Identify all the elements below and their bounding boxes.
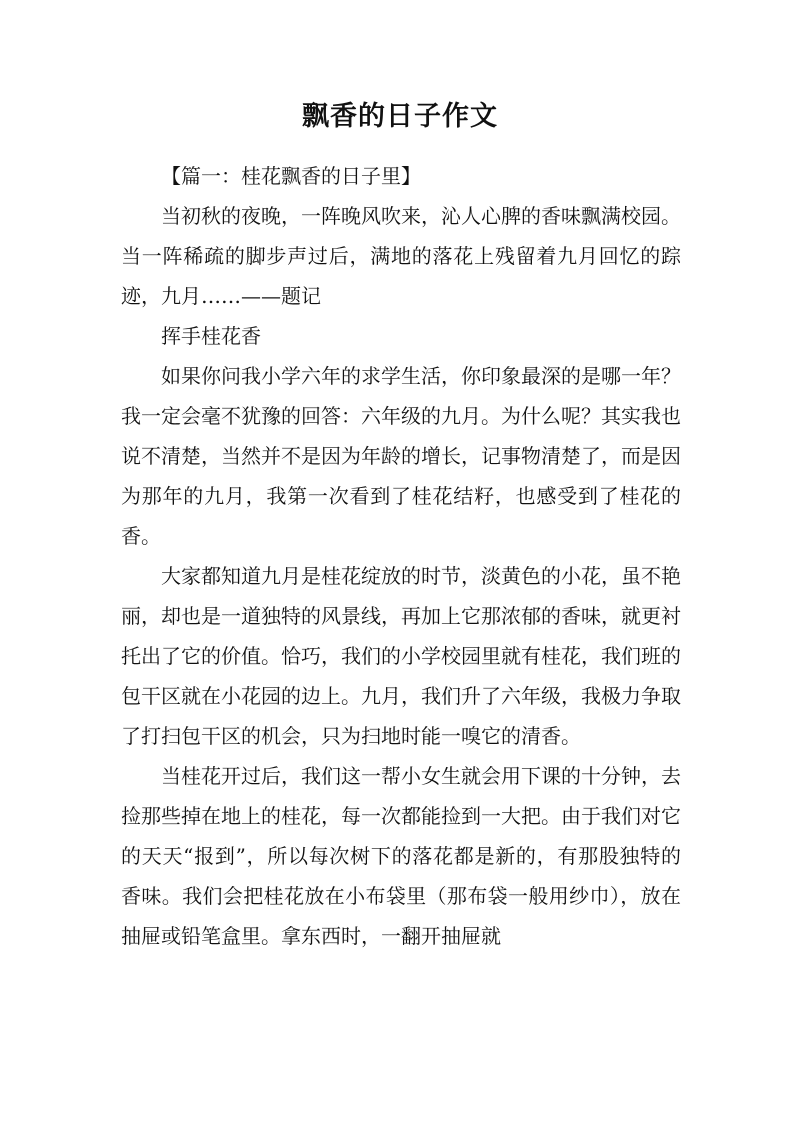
paragraph-1: 如果你问我小学六年的求学生活，你印象最深的是哪一年？我一定会毫不犹豫的回答：六年级的九月。为什么呢？其实我也说不清楚，当然并不是因为年龄的增长，记事物清楚了，而是因为那年的九月，我第一次看到了桂花结籽，也感受到了桂花的香。: [121, 364, 681, 548]
paragraph-2: 大家都知道九月是桂花绽放的时节，淡黄色的小花，虽不艳丽，却也是一道独特的风景线，再加上它那浓郁的香味，就更衬托出了它的价值。恰巧，我们的小学校园里就有桂花，我们班的包干区就在小花园的边上。九月，我们升了六年级，我极力争取了打扫包干区的机会，只为扫地时能一嗅它的清香。: [121, 564, 681, 748]
paragraph-subtitle: 挥手桂花香: [161, 324, 261, 348]
document-title: 飘香的日子作文: [302, 101, 498, 132]
paragraph-3: 当桂花开过后，我们这一帮小女生就会用下课的十分钟，去捡那些掉在地上的桂花，每一次都能捡到一大把。由于我们对它的天天“报到”，所以每次树下的落花都是新的，有那股独特的香味。我们会把桂花放在小布袋里（那布袋一般用纱巾），放在抽屉或铅笔盒里。拿东西时，一翻开抽屉就: [121, 764, 681, 948]
paragraph-epigraph: 当初秋的夜晚，一阵晚风吹来，沁人心脾的香味飘满校园。当一阵稀疏的脚步声过后，满地的落花上残留着九月回忆的踪迹，九月……——题记: [121, 204, 681, 308]
document-body: [121, 156, 681, 956]
section-heading: 【篇一：桂花飘香的日子里】: [161, 164, 421, 188]
